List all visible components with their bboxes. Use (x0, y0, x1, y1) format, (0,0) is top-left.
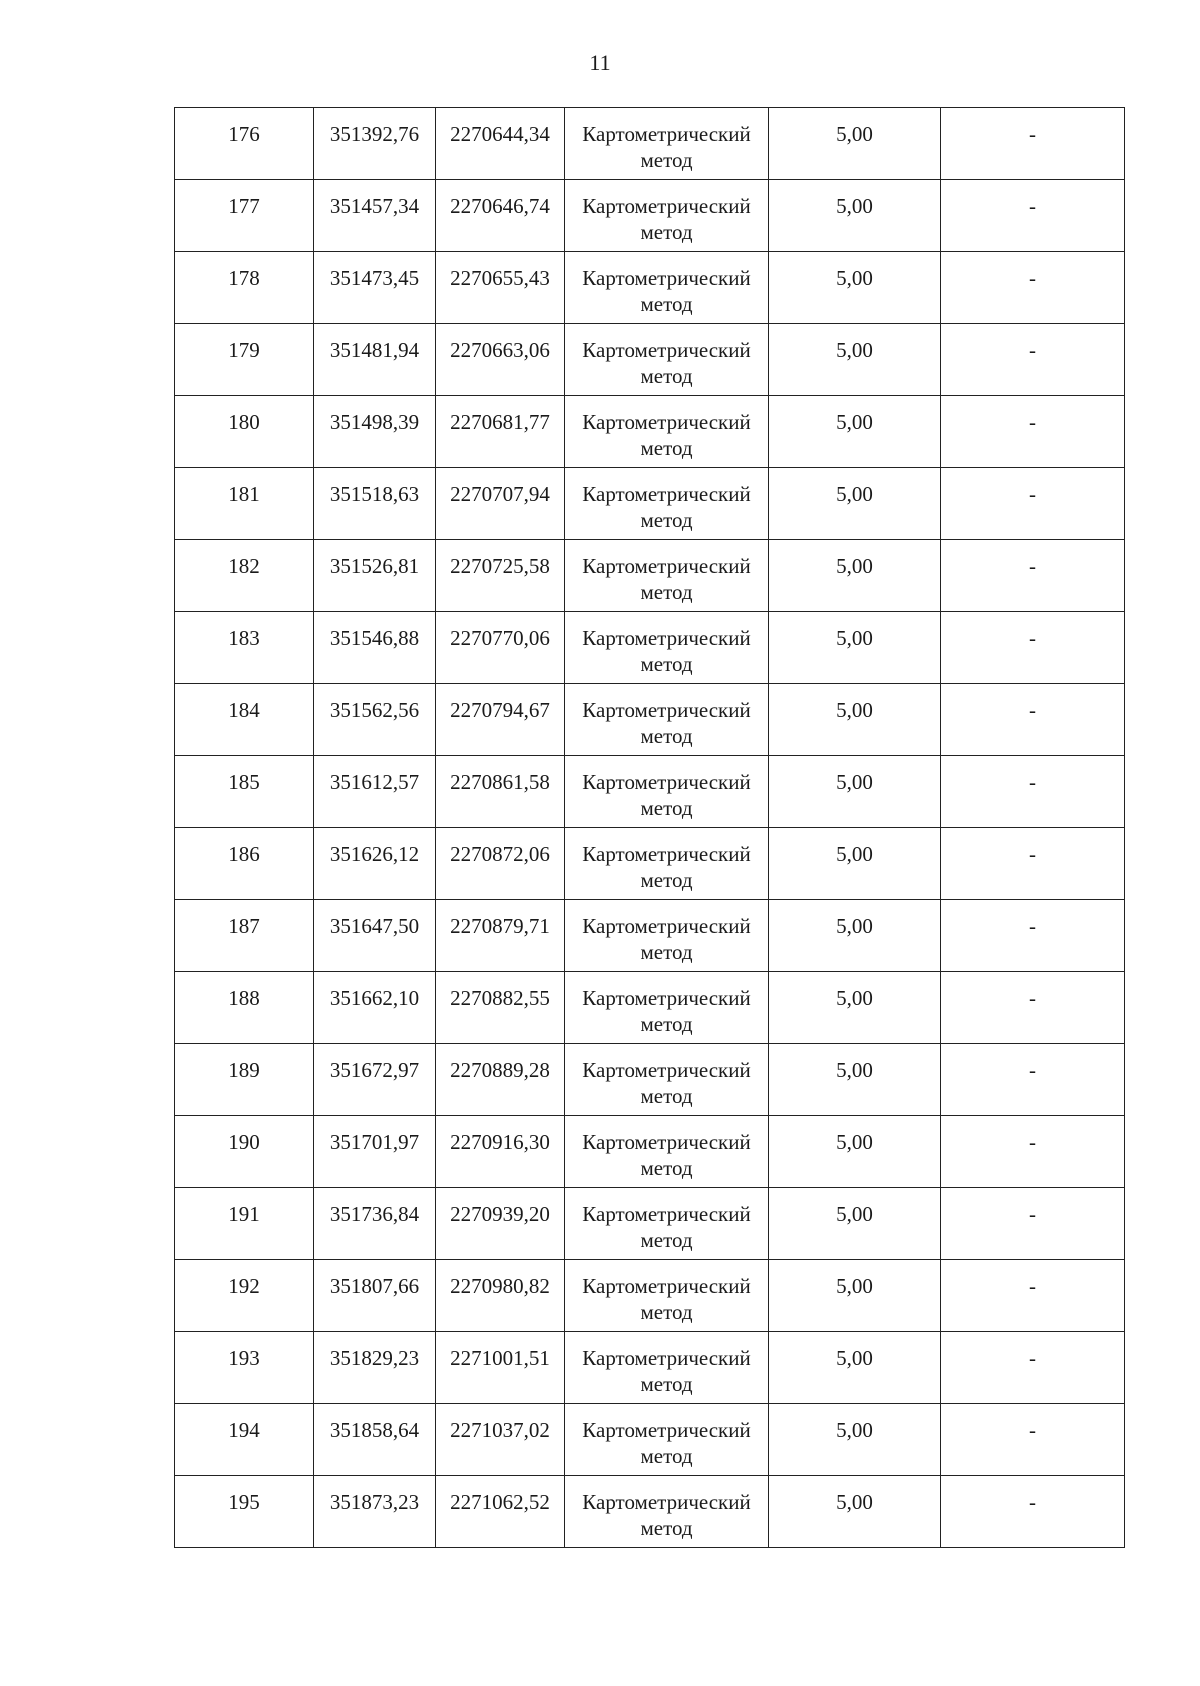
description-cell-text: - (1029, 770, 1036, 794)
method-line-1: Картометрический (582, 1490, 751, 1514)
y-coordinate-cell-text: 2270861,58 (450, 770, 550, 794)
description-cell (941, 324, 1125, 396)
x-coordinate-cell-text: 351736,84 (329, 1202, 420, 1226)
description-cell-text: - (1029, 626, 1036, 650)
accuracy-cell (769, 396, 941, 468)
description-cell-text: - (1029, 1346, 1036, 1370)
method-line-2: метод (640, 1372, 693, 1396)
y-coordinate-cell (436, 1332, 565, 1404)
table-row (175, 540, 1125, 612)
point-number-cell (175, 108, 314, 180)
y-coordinate-cell-text: 2270980,82 (450, 1274, 550, 1298)
method-line-2: метод (640, 508, 693, 532)
page-number: 11 (589, 50, 611, 75)
y-coordinate-cell-text: 2270725,58 (450, 554, 550, 578)
y-coordinate-cell-text: 2271062,52 (450, 1490, 550, 1514)
method-line-1: Картометрический (582, 122, 751, 146)
point-number-cell-text: 187 (228, 914, 260, 938)
method-cell (565, 1332, 769, 1404)
table-row (175, 1188, 1125, 1260)
accuracy-cell (769, 1188, 941, 1260)
description-cell (941, 180, 1125, 252)
description-cell-text: - (1029, 986, 1036, 1010)
method-line-2: метод (640, 1300, 693, 1324)
point-number-cell (175, 756, 314, 828)
y-coordinate-cell-text: 2270794,67 (450, 698, 550, 722)
method-cell (565, 756, 769, 828)
description-cell-text: - (1029, 554, 1036, 578)
x-coordinate-cell (314, 108, 436, 180)
y-coordinate-cell-text: 2270681,77 (450, 410, 550, 434)
description-cell-text: - (1029, 1058, 1036, 1082)
method-cell (565, 396, 769, 468)
y-coordinate-cell-text: 2270939,20 (450, 1202, 550, 1226)
y-coordinate-cell (436, 828, 565, 900)
y-coordinate-cell-text: 2270889,28 (450, 1058, 550, 1082)
table-row (175, 324, 1125, 396)
method-line-2: метод (640, 1084, 693, 1108)
method-line-2: метод (640, 148, 693, 172)
method-line-1: Картометрический (582, 338, 751, 362)
description-cell-text: - (1029, 914, 1036, 938)
description-cell-text: - (1029, 1274, 1036, 1298)
method-cell (565, 468, 769, 540)
description-cell (941, 1404, 1125, 1476)
table-row (175, 900, 1125, 972)
accuracy-cell (769, 1476, 941, 1548)
x-coordinate-cell-text: 351392,76 (329, 122, 420, 146)
point-number-cell (175, 252, 314, 324)
accuracy-cell (769, 612, 941, 684)
x-coordinate-cell (314, 1332, 436, 1404)
method-line-1: Картометрический (582, 914, 751, 938)
point-number-cell-text: 192 (228, 1274, 260, 1298)
coordinates-table-body (175, 108, 1125, 1548)
method-line-2: метод (640, 1228, 693, 1252)
y-coordinate-cell (436, 180, 565, 252)
x-coordinate-cell (314, 1476, 436, 1548)
table-row (175, 1476, 1125, 1548)
x-coordinate-cell-text: 351807,66 (329, 1274, 420, 1298)
x-coordinate-cell (314, 972, 436, 1044)
point-number-cell (175, 1260, 314, 1332)
accuracy-cell-text: 5,00 (836, 1058, 873, 1082)
description-cell (941, 1476, 1125, 1548)
accuracy-cell (769, 756, 941, 828)
y-coordinate-cell (436, 468, 565, 540)
point-number-cell-text: 183 (228, 626, 260, 650)
accuracy-cell (769, 684, 941, 756)
x-coordinate-cell-text: 351546,88 (329, 626, 420, 650)
method-cell (565, 540, 769, 612)
accuracy-cell (769, 900, 941, 972)
point-number-cell-text: 177 (228, 194, 260, 218)
description-cell (941, 108, 1125, 180)
method-cell (565, 972, 769, 1044)
x-coordinate-cell-text: 351612,57 (329, 770, 420, 794)
point-number-cell (175, 180, 314, 252)
accuracy-cell (769, 828, 941, 900)
method-line-2: метод (640, 1444, 693, 1468)
accuracy-cell-text: 5,00 (836, 986, 873, 1010)
point-number-cell (175, 612, 314, 684)
method-line-2: метод (640, 868, 693, 892)
description-cell (941, 828, 1125, 900)
point-number-cell (175, 972, 314, 1044)
x-coordinate-cell-text: 351662,10 (329, 986, 420, 1010)
method-cell (565, 1044, 769, 1116)
x-coordinate-cell (314, 612, 436, 684)
point-number-cell (175, 1044, 314, 1116)
method-cell (565, 828, 769, 900)
x-coordinate-cell-text: 351481,94 (329, 338, 420, 362)
y-coordinate-cell (436, 540, 565, 612)
description-cell-text: - (1029, 482, 1036, 506)
y-coordinate-cell (436, 1476, 565, 1548)
accuracy-cell-text: 5,00 (836, 842, 873, 866)
method-line-2: метод (640, 796, 693, 820)
description-cell-text: - (1029, 266, 1036, 290)
description-cell (941, 900, 1125, 972)
description-cell (941, 684, 1125, 756)
method-line-2: метод (640, 1012, 693, 1036)
description-cell (941, 1332, 1125, 1404)
table-row (175, 252, 1125, 324)
table-row (175, 684, 1125, 756)
x-coordinate-cell-text: 351473,45 (329, 266, 420, 290)
method-cell (565, 180, 769, 252)
y-coordinate-cell (436, 1404, 565, 1476)
y-coordinate-cell-text: 2270879,71 (450, 914, 550, 938)
table-row (175, 972, 1125, 1044)
y-coordinate-cell (436, 324, 565, 396)
x-coordinate-cell-text: 351498,39 (329, 410, 420, 434)
point-number-cell-text: 191 (228, 1202, 260, 1226)
y-coordinate-cell (436, 756, 565, 828)
x-coordinate-cell-text: 351518,63 (329, 482, 420, 506)
point-number-cell-text: 182 (228, 554, 260, 578)
method-cell (565, 1404, 769, 1476)
x-coordinate-cell (314, 1044, 436, 1116)
accuracy-cell-text: 5,00 (836, 266, 873, 290)
method-line-1: Картометрический (582, 410, 751, 434)
table-row (175, 180, 1125, 252)
description-cell (941, 540, 1125, 612)
x-coordinate-cell-text: 351562,56 (329, 698, 420, 722)
point-number-cell (175, 828, 314, 900)
table-row (175, 1044, 1125, 1116)
description-cell-text: - (1029, 698, 1036, 722)
accuracy-cell (769, 1404, 941, 1476)
description-cell (941, 1260, 1125, 1332)
accuracy-cell-text: 5,00 (836, 122, 873, 146)
point-number-cell-text: 185 (228, 770, 260, 794)
table-row (175, 828, 1125, 900)
x-coordinate-cell-text: 351701,97 (329, 1130, 420, 1154)
method-line-1: Картометрический (582, 626, 751, 650)
method-line-2: метод (640, 220, 693, 244)
x-coordinate-cell-text: 351457,34 (329, 194, 420, 218)
accuracy-cell-text: 5,00 (836, 914, 873, 938)
y-coordinate-cell (436, 1116, 565, 1188)
accuracy-cell (769, 972, 941, 1044)
x-coordinate-cell (314, 1260, 436, 1332)
point-number-cell-text: 184 (228, 698, 260, 722)
x-coordinate-cell (314, 756, 436, 828)
x-coordinate-cell (314, 1116, 436, 1188)
description-cell-text: - (1029, 410, 1036, 434)
x-coordinate-cell (314, 684, 436, 756)
method-line-2: метод (640, 1516, 693, 1540)
x-coordinate-cell (314, 1188, 436, 1260)
table-row (175, 1260, 1125, 1332)
accuracy-cell-text: 5,00 (836, 770, 873, 794)
x-coordinate-cell (314, 1404, 436, 1476)
point-number-cell-text: 178 (228, 266, 260, 290)
accuracy-cell (769, 1332, 941, 1404)
description-cell (941, 612, 1125, 684)
x-coordinate-cell (314, 828, 436, 900)
method-line-1: Картометрический (582, 698, 751, 722)
x-coordinate-cell (314, 252, 436, 324)
description-cell (941, 1116, 1125, 1188)
y-coordinate-cell (436, 612, 565, 684)
point-number-cell-text: 181 (228, 482, 260, 506)
accuracy-cell-text: 5,00 (836, 1490, 873, 1514)
point-number-cell-text: 176 (228, 122, 260, 146)
y-coordinate-cell-text: 2271037,02 (450, 1418, 550, 1442)
accuracy-cell-text: 5,00 (836, 410, 873, 434)
method-line-1: Картометрический (582, 986, 751, 1010)
description-cell (941, 972, 1125, 1044)
y-coordinate-cell-text: 2270916,30 (450, 1130, 550, 1154)
x-coordinate-cell-text: 351873,23 (329, 1490, 420, 1514)
point-number-cell-text: 179 (228, 338, 260, 362)
table-row (175, 468, 1125, 540)
coordinates-table (174, 107, 1125, 1548)
x-coordinate-cell-text: 351829,23 (329, 1346, 420, 1370)
accuracy-cell-text: 5,00 (836, 1274, 873, 1298)
description-cell-text: - (1029, 1202, 1036, 1226)
description-cell-text: - (1029, 1130, 1036, 1154)
method-cell (565, 900, 769, 972)
method-line-1: Картометрический (582, 770, 751, 794)
accuracy-cell-text: 5,00 (836, 482, 873, 506)
description-cell-text: - (1029, 1490, 1036, 1514)
y-coordinate-cell-text: 2271001,51 (450, 1346, 550, 1370)
y-coordinate-cell (436, 972, 565, 1044)
y-coordinate-cell-text: 2270646,74 (450, 194, 550, 218)
accuracy-cell-text: 5,00 (836, 1418, 873, 1442)
x-coordinate-cell-text: 351672,97 (329, 1058, 420, 1082)
x-coordinate-cell-text: 351526,81 (329, 554, 420, 578)
accuracy-cell (769, 1044, 941, 1116)
table-row (175, 612, 1125, 684)
point-number-cell (175, 1476, 314, 1548)
method-line-1: Картометрический (582, 1130, 751, 1154)
description-cell (941, 756, 1125, 828)
y-coordinate-cell-text: 2270707,94 (450, 482, 550, 506)
method-line-1: Картометрический (582, 1346, 751, 1370)
description-cell-text: - (1029, 122, 1036, 146)
y-coordinate-cell (436, 108, 565, 180)
accuracy-cell (769, 108, 941, 180)
description-cell (941, 252, 1125, 324)
point-number-cell-text: 195 (228, 1490, 260, 1514)
description-cell-text: - (1029, 338, 1036, 362)
accuracy-cell (769, 468, 941, 540)
accuracy-cell-text: 5,00 (836, 554, 873, 578)
y-coordinate-cell-text: 2270872,06 (450, 842, 550, 866)
y-coordinate-cell-text: 2270882,55 (450, 986, 550, 1010)
accuracy-cell-text: 5,00 (836, 338, 873, 362)
description-cell-text: - (1029, 194, 1036, 218)
method-cell (565, 612, 769, 684)
x-coordinate-cell (314, 396, 436, 468)
table-row (175, 396, 1125, 468)
method-line-2: метод (640, 436, 693, 460)
description-cell-text: - (1029, 1418, 1036, 1442)
method-line-1: Картометрический (582, 194, 751, 218)
y-coordinate-cell (436, 252, 565, 324)
method-line-2: метод (640, 724, 693, 748)
method-line-1: Картометрический (582, 1202, 751, 1226)
point-number-cell (175, 1332, 314, 1404)
point-number-cell (175, 468, 314, 540)
point-number-cell-text: 186 (228, 842, 260, 866)
y-coordinate-cell (436, 684, 565, 756)
point-number-cell (175, 396, 314, 468)
y-coordinate-cell-text: 2270770,06 (450, 626, 550, 650)
method-line-1: Картометрический (582, 1418, 751, 1442)
method-cell (565, 1188, 769, 1260)
method-line-2: метод (640, 1156, 693, 1180)
table-row (175, 1332, 1125, 1404)
method-line-1: Картометрический (582, 482, 751, 506)
point-number-cell-text: 194 (228, 1418, 260, 1442)
accuracy-cell (769, 540, 941, 612)
point-number-cell-text: 189 (228, 1058, 260, 1082)
method-line-2: метод (640, 292, 693, 316)
point-number-cell (175, 900, 314, 972)
point-number-cell (175, 324, 314, 396)
accuracy-cell-text: 5,00 (836, 698, 873, 722)
description-cell (941, 1044, 1125, 1116)
method-cell (565, 684, 769, 756)
x-coordinate-cell (314, 324, 436, 396)
method-cell (565, 1476, 769, 1548)
point-number-cell (175, 540, 314, 612)
x-coordinate-cell-text: 351647,50 (329, 914, 420, 938)
point-number-cell (175, 1404, 314, 1476)
description-cell (941, 396, 1125, 468)
method-line-1: Картометрический (582, 1058, 751, 1082)
method-line-2: метод (640, 652, 693, 676)
accuracy-cell-text: 5,00 (836, 1202, 873, 1226)
x-coordinate-cell-text: 351626,12 (329, 842, 420, 866)
accuracy-cell-text: 5,00 (836, 1130, 873, 1154)
y-coordinate-cell (436, 1260, 565, 1332)
description-cell (941, 1188, 1125, 1260)
x-coordinate-cell (314, 900, 436, 972)
table-row (175, 756, 1125, 828)
method-line-2: метод (640, 364, 693, 388)
accuracy-cell (769, 180, 941, 252)
point-number-cell-text: 190 (228, 1130, 260, 1154)
y-coordinate-cell (436, 1188, 565, 1260)
method-line-1: Картометрический (582, 842, 751, 866)
method-line-2: метод (640, 580, 693, 604)
method-cell (565, 108, 769, 180)
table-row (175, 1116, 1125, 1188)
method-line-1: Картометрический (582, 554, 751, 578)
accuracy-cell (769, 1260, 941, 1332)
method-cell (565, 324, 769, 396)
x-coordinate-cell (314, 180, 436, 252)
point-number-cell (175, 1116, 314, 1188)
table-row (175, 108, 1125, 180)
x-coordinate-cell (314, 540, 436, 612)
y-coordinate-cell-text: 2270644,34 (450, 122, 550, 146)
method-cell (565, 252, 769, 324)
accuracy-cell (769, 252, 941, 324)
y-coordinate-cell-text: 2270663,06 (450, 338, 550, 362)
y-coordinate-cell (436, 396, 565, 468)
method-line-2: метод (640, 940, 693, 964)
point-number-cell (175, 1188, 314, 1260)
method-cell (565, 1260, 769, 1332)
accuracy-cell (769, 1116, 941, 1188)
description-cell-text: - (1029, 842, 1036, 866)
point-number-cell-text: 180 (228, 410, 260, 434)
method-line-1: Картометрический (582, 266, 751, 290)
accuracy-cell-text: 5,00 (836, 626, 873, 650)
point-number-cell-text: 188 (228, 986, 260, 1010)
x-coordinate-cell (314, 468, 436, 540)
description-cell (941, 468, 1125, 540)
y-coordinate-cell (436, 1044, 565, 1116)
point-number-cell (175, 684, 314, 756)
y-coordinate-cell-text: 2270655,43 (450, 266, 550, 290)
method-cell (565, 1116, 769, 1188)
table-row (175, 1404, 1125, 1476)
accuracy-cell-text: 5,00 (836, 194, 873, 218)
method-line-1: Картометрический (582, 1274, 751, 1298)
accuracy-cell (769, 324, 941, 396)
y-coordinate-cell (436, 900, 565, 972)
x-coordinate-cell-text: 351858,64 (329, 1418, 420, 1442)
point-number-cell-text: 193 (228, 1346, 260, 1370)
accuracy-cell-text: 5,00 (836, 1346, 873, 1370)
